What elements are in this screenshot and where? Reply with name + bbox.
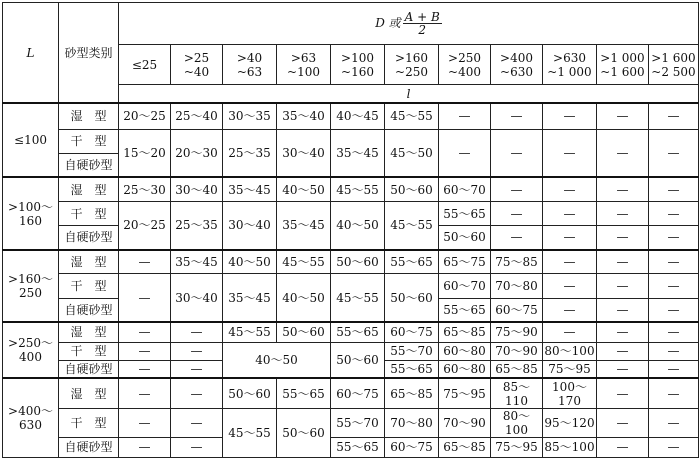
cell: 20～25 [119,103,171,129]
cell: 80～100 [543,342,597,360]
dimension-table [2,2,699,458]
cell: — [491,226,543,250]
cell: 45～55 [385,103,439,129]
cell: — [543,226,597,250]
cell: 35～40 [277,103,331,129]
cell: — [649,129,699,177]
cell: — [597,226,649,250]
cell: 50～60 [223,378,277,408]
cell: — [119,274,171,322]
cell: 70～90 [491,342,543,360]
type-dry: 干 型 [59,408,119,437]
cell: 30～40 [223,202,277,250]
cell: 25～40 [171,103,223,129]
cell: 65～85 [439,322,491,342]
cell: — [649,177,699,201]
cell: 30～40 [171,177,223,201]
cell: 25～35 [223,129,277,177]
cell: — [649,103,699,129]
fraction-numerator: A + B [404,10,440,25]
cell: — [597,437,649,457]
type-self-hardening: 自硬砂型 [59,226,119,250]
cell: 85～100 [543,437,597,457]
cell: 60～75 [385,437,439,457]
cell: — [597,378,649,408]
type-wet: 湿 型 [59,103,119,129]
cell: 75～85 [491,250,543,274]
cell: 75～95 [491,437,543,457]
cell: — [597,177,649,201]
cell: — [649,298,699,322]
cell: 35～45 [331,129,385,177]
type-wet: 湿 型 [59,250,119,274]
cell: 60～80 [439,342,491,360]
cell: — [171,378,223,408]
cell: 40～45 [331,103,385,129]
cell: — [649,202,699,226]
fraction-denominator: 2 [418,23,427,38]
cell: — [597,298,649,322]
cell: 25～35 [171,202,223,250]
cell: 45～55 [223,408,277,457]
range-header: >250 ~400 [439,45,491,85]
cell: 60～80 [439,360,491,378]
cell: — [491,202,543,226]
type-wet: 湿 型 [59,177,119,201]
cell: 45～55 [385,202,439,250]
type-dry: 干 型 [59,342,119,360]
L-cell: >100～ 160 [3,177,59,249]
cell: — [543,103,597,129]
cell: 45～55 [331,274,385,322]
cell: — [119,360,171,378]
cell: — [543,129,597,177]
type-dry: 干 型 [59,274,119,298]
cell: 65～85 [439,437,491,457]
cell: 30～40 [277,129,331,177]
cell: — [649,274,699,298]
type-self-hardening: 自硬砂型 [59,153,119,177]
L-cell: >250～ 400 [3,322,59,378]
cell: 65～85 [491,360,543,378]
cell: — [119,378,171,408]
type-self-hardening: 自硬砂型 [59,360,119,378]
header-L: L [3,3,59,104]
range-header: >63 ~100 [277,45,331,85]
cell: — [119,250,171,274]
cell: 60～70 [439,274,491,298]
cell: 75～90 [491,322,543,342]
cell: 50～60 [331,250,385,274]
range-header: >160 ~250 [385,45,439,85]
cell: 65～75 [439,250,491,274]
cell: — [597,360,649,378]
cell: 35～45 [171,250,223,274]
cell: — [491,129,543,177]
cell: 55～65 [331,322,385,342]
cell: 60～75 [331,378,385,408]
cell: — [597,274,649,298]
cell: — [491,177,543,201]
range-header: >1 000 ~1 600 [597,45,649,85]
cell: 25～30 [119,177,171,201]
cell: — [119,322,171,342]
cell: — [649,342,699,360]
cell: — [439,103,491,129]
cell: 50～60 [277,408,331,457]
cell: — [649,378,699,408]
type-dry: 干 型 [59,129,119,153]
header-D-formula [119,3,699,45]
cell: — [543,274,597,298]
cell: 50～60 [277,322,331,342]
range-header: >630 ~1 000 [543,45,597,85]
cell: — [543,177,597,201]
cell: 55～65 [331,437,385,457]
cell: 20～25 [119,202,171,250]
cell: 55～70 [331,408,385,437]
cell: — [649,408,699,437]
cell: — [597,322,649,342]
L-cell: >160～ 250 [3,250,59,322]
cell: 50～60 [331,342,385,378]
D-prefix: D 或 [375,16,401,31]
range-header: >100 ~160 [331,45,385,85]
range-header: ≤25 [119,45,171,85]
range-header: >40 ~63 [223,45,277,85]
cell: — [439,129,491,177]
cell: — [597,342,649,360]
cell: 75～95 [543,360,597,378]
cell: 15～20 [119,129,171,177]
cell: — [119,437,171,457]
cell: 60～75 [385,322,439,342]
cell: 50～60 [439,226,491,250]
cell: 30～35 [223,103,277,129]
cell: 85～110 [491,378,543,408]
cell: 40～50 [331,202,385,250]
cell: — [171,437,223,457]
cell: 65～85 [385,378,439,408]
cell: 40～50 [223,250,277,274]
cell: 20～30 [171,129,223,177]
cell: — [649,437,699,457]
L-cell: >400～ 630 [3,378,59,457]
cell: 45～55 [223,322,277,342]
cell: 40～50 [277,274,331,322]
D-fraction [403,11,442,36]
cell: 70～90 [439,408,491,437]
cell: — [597,408,649,437]
L-cell: ≤100 [3,103,59,177]
cell: — [649,250,699,274]
type-self-hardening: 自硬砂型 [59,437,119,457]
cell: 55～65 [385,250,439,274]
cell: — [597,103,649,129]
range-header: >1 600 ~2 500 [649,45,699,85]
cell: 35～45 [277,202,331,250]
cell: 40～50 [223,342,331,378]
cell: 45～55 [331,177,385,201]
cell: 45～55 [277,250,331,274]
cell: 55～70 [385,342,439,360]
cell: — [491,103,543,129]
cell: 60～75 [491,298,543,322]
type-wet: 湿 型 [59,322,119,342]
cell: — [597,250,649,274]
cell: 35～45 [223,177,277,201]
cell: 30～40 [171,274,223,322]
cell: — [171,408,223,437]
cell: — [119,408,171,437]
range-header: >25 ~40 [171,45,223,85]
cell: — [649,360,699,378]
sub-header-l: l [119,85,699,103]
cell: — [543,202,597,226]
cell: — [171,360,223,378]
cell: 95～120 [543,408,597,437]
cell: 70～80 [491,274,543,298]
range-header: >400 ~630 [491,45,543,85]
cell: 70～80 [385,408,439,437]
cell: 75～95 [439,378,491,408]
cell: 55～65 [439,298,491,322]
type-dry: 干 型 [59,202,119,226]
cell: 60～70 [439,177,491,201]
cell: — [171,322,223,342]
cell: — [171,342,223,360]
cell: — [597,129,649,177]
cell: — [119,342,171,360]
cell: 45～50 [385,129,439,177]
cell: 100～170 [543,378,597,408]
cell: — [597,202,649,226]
type-self-hardening: 自硬砂型 [59,298,119,322]
cell: 35～45 [223,274,277,322]
cell: 40～50 [277,177,331,201]
cell: 55～65 [439,202,491,226]
cell: — [543,322,597,342]
cell: 55～65 [277,378,331,408]
header-sand-type: 砂型类别 [59,3,119,104]
cell: — [543,298,597,322]
cell: 55～65 [385,360,439,378]
cell: 50～60 [385,274,439,322]
type-wet: 湿 型 [59,378,119,408]
cell: — [649,226,699,250]
cell: 50～60 [385,177,439,201]
cell: — [543,250,597,274]
cell: — [649,322,699,342]
cell: 80～100 [491,408,543,437]
